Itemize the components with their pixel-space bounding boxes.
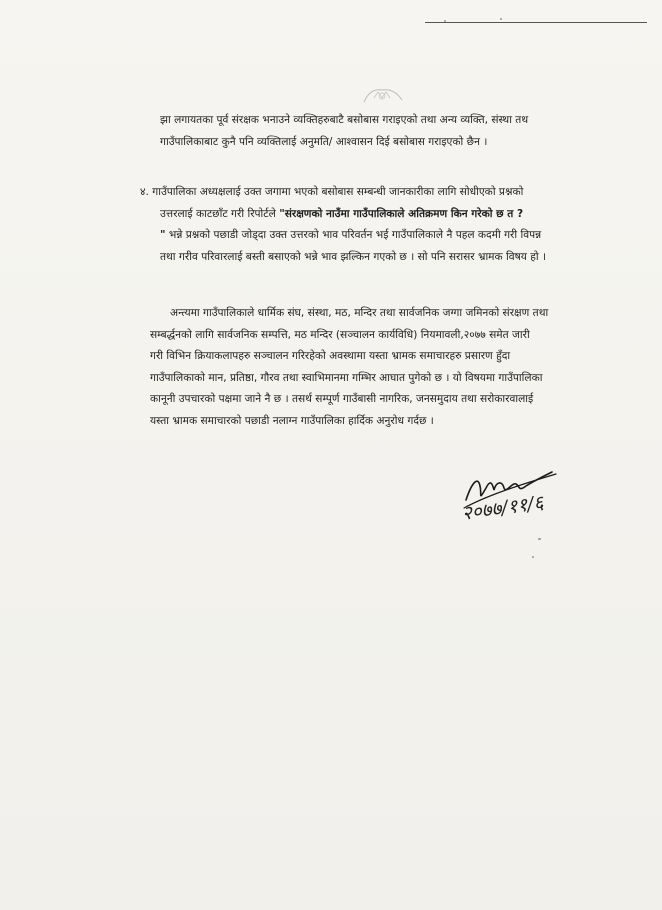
point-4-line-2 — [140, 204, 546, 226]
conclusion-line: अन्त्यमा गाउँपालिकाले धार्मिक संघ, संस्था, मठ, मन्दिर तथा सार्वजनिक जग्गा जमिनको संरक्षण तथा — [170, 307, 549, 319]
scan-speck — [532, 556, 534, 558]
point-4-line-4: तथा गरीव परिवारलाई बस्ती बसाएको भन्ने भाव झल्किन गएको छ । सो पनि सरासर भ्रामक विषय हो । — [160, 250, 547, 263]
scan-speck — [538, 538, 541, 540]
point-text: उत्तरलाई काटछाँट गरी रिपोर्टले — [160, 207, 280, 220]
conclusion-line: गरी विभिन क्रियाकलापहरु सञ्चालन गरिरहेको अवस्थामा यस्ता भ्रामक समाचारहरु प्रसारण हुँदा — [150, 350, 511, 362]
paragraph-intro — [160, 110, 528, 153]
conclusion-line: यस्ता भ्रामक समाचारको पछाडी नलाग्न गाउँपालिका हार्दिक अनुरोध गर्दछ । — [150, 414, 434, 427]
conclusion-line: गाउँपालिकाको मान, प्रतिष्ठा, गौरव तथा स्वाभिमानमा गम्भिर आघात पुगेको छ । यो विषयमा गाउँपालिका — [150, 371, 543, 384]
signature-date: २०७७/११/६ — [460, 491, 545, 525]
quote-mark: " — [160, 229, 166, 241]
point-4-line-3 — [140, 225, 546, 247]
point-number: ४. — [140, 186, 149, 198]
top-rule-line — [425, 22, 647, 23]
conclusion-paragraph — [150, 303, 548, 432]
point-text: गाउँपालिका अध्यक्षलाई उक्त जगामा भएको बसोबास सम्बन्धी जानकारीका लागि सोधीएको प्रश्नको — [152, 186, 524, 198]
conclusion-line: सम्बर्द्धनको लागि सार्वजनिक सम्पत्ति, मठ मन्दिर (सञ्चालन कार्यविधि) नियमावली,२०७७ समेत जारी — [150, 328, 530, 341]
point-text: भन्ने प्रश्नको पछाडी जोड्दा उक्त उत्तरको भाव परिवर्तन भई गाउँपालिकाले नै पहल कदमी गरी विपन्न — [165, 229, 542, 241]
point-4-line-1 — [140, 182, 546, 204]
paragraph-line: झा लगायतका पूर्व संरक्षक भनाउने व्यक्तिहरुबाटै बसोबास गराइएको तथा अन्य व्यक्ति, संस्था तथ — [160, 114, 529, 126]
paragraph-line: गाउँपालिकाबाट कुनै पनि व्यक्तिलाई अनुमति/ आश्वासन दिई बसोबास गराइएको छैन । — [160, 135, 488, 148]
conclusion-line: कानूनी उपचारको पक्षमा जाने नै छ । तसर्थ सम्पूर्ण गाउँबासी नागरिक, जनसमुदाय तथा सरोकारवालाई — [150, 393, 534, 405]
scan-speck — [444, 20, 446, 22]
scan-speck — [500, 18, 502, 20]
quoted-headline: "संरक्षणको नाउँमा गाउँपालिकाले अतिक्रमण किन गरेको छ त ? — [279, 207, 524, 220]
point-4-paragraph — [140, 182, 546, 268]
faint-stamp-mark — [360, 84, 406, 106]
